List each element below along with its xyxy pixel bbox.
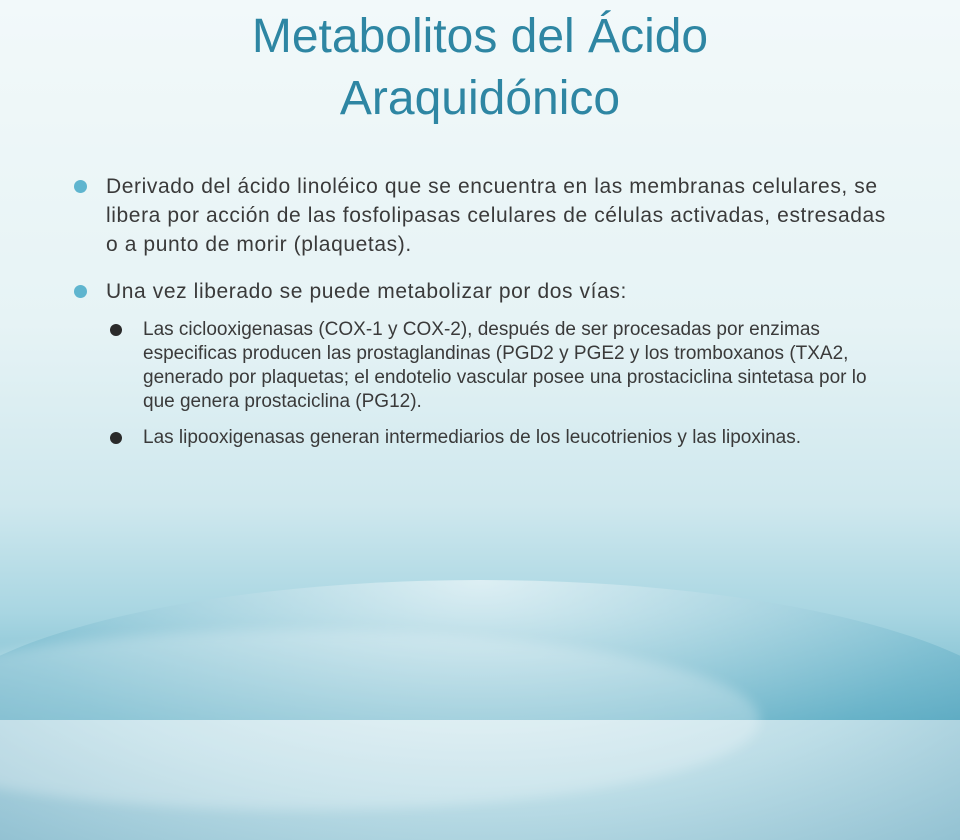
bullet-dot-icon <box>74 180 87 193</box>
bullet-dot-icon <box>74 285 87 298</box>
sub-bullet-item <box>108 318 894 414</box>
bullet-item <box>74 172 894 259</box>
bullet-text: Derivado del ácido linoléico que se encuentra en las membranas celulares, se libera por acción de las fosfolipasas celulares de células activadas, estresadas o a punto de morir (plaquetas). <box>106 175 886 256</box>
sub-bullet-item <box>108 426 894 450</box>
bullet-item <box>74 277 894 450</box>
slide-title <box>120 6 840 130</box>
sub-bullet-dot-icon <box>110 432 122 444</box>
sub-bullet-text: Las ciclooxigenasas (COX-1 y COX-2), después de ser procesadas por enzimas especificas producen las prostaglandinas (PGD2 y PGE2 y los tromboxanos (TXA2, generado por plaquetas; el endotelio vascular posee una prostaciclina sintetasa por lo que genera prostaciclina (PG12). <box>143 319 867 412</box>
slide-title-line1: Metabolitos del Ácido <box>251 10 709 63</box>
slide-body <box>74 172 894 468</box>
sub-bullet-text: Las lipooxigenasas generan intermediarios de los leucotrienios y las lipoxinas. <box>143 427 801 448</box>
sub-bullet-dot-icon <box>110 324 122 336</box>
slide-title-line2: Araquidónico <box>339 72 621 125</box>
bullet-text: Una vez liberado se puede metabolizar por dos vías: <box>106 280 627 303</box>
sub-bullet-list <box>108 318 894 450</box>
